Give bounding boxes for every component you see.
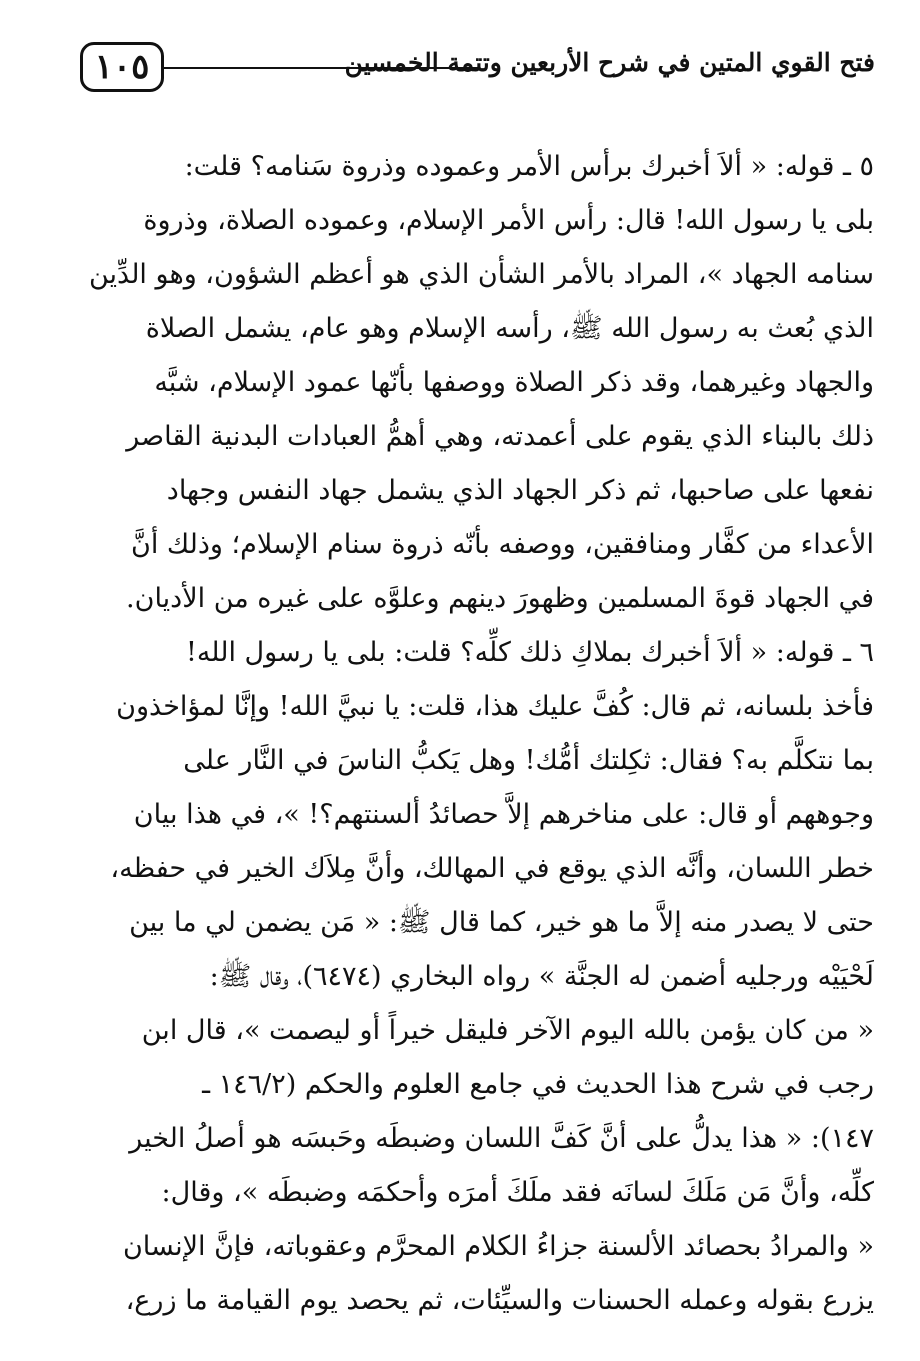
text-line: الأعداء من كفَّار ومنافقين، ووصفه بأنّه ذروة سنام الإسلام؛ وذلك أنَّ [131, 529, 874, 560]
text-line: في الجهاد قوةَ المسلمين وظهورَ دينهم وعلوَّه على غيره من الأديان. [126, 583, 874, 614]
paragraph-6 [72, 626, 874, 1328]
text-line: سنامه الجهاد »، المراد بالأمر الشأن الذي هو أعظم الشؤون، وهو الدِّين [88, 259, 874, 290]
text-line: رجب في شرح هذا الحديث في جامع العلوم والحكم (١٤٦/٢ ـ [202, 1069, 874, 1100]
text-line: وجوههم أو قال: على مناخرهم إلاَّ حصائدُ ألسنتهم؟! »، في هذا بيان [133, 799, 874, 830]
text-line: لَحْيَيْه ورجليه أضمن له الجنَّة » رواه البخاري (٦٤٧٤)، وقال ﷺ: [209, 961, 874, 992]
book-title: فتح القوي المتين في شرح الأربعين وتتمة الخمسين [344, 48, 875, 77]
page-header [80, 38, 875, 106]
text-line: الذي بُعث به رسول الله ﷺ، رأسه الإسلام وهو عام، يشمل الصلاة [145, 313, 874, 344]
text-line: حتى لا يصدر منه إلاَّ ما هو خير، كما قال ﷺ: « مَن يضمن لي ما بين [129, 907, 874, 938]
text-line: نفعها على صاحبها، ثم ذكر الجهاد الذي يشمل جهاد النفس وجهاد [166, 475, 874, 506]
text-line: بما نتكلَّم به؟ فقال: ثكِلتك أمُّك! وهل يَكبُّ الناسَ في النَّار على [183, 745, 874, 776]
text-line: ١٤٧): « هذا يدلُّ على أنَّ كَفَّ اللسان وضبطَه وحَبسَه هو أصلُ الخير [129, 1123, 874, 1154]
text-line: ذلك بالبناء الذي يقوم على أعمدته، وهي أهمُّ العبادات البدنية القاصر [126, 421, 874, 452]
text-line: ٥ ـ قوله: « ألاَ أخبرك برأس الأمر وعموده وذروة سَنامه؟ قلت: [184, 151, 874, 182]
text-line: « من كان يؤمن بالله اليوم الآخر فليقل خيراً أو ليصمت »، قال ابن [141, 1015, 874, 1046]
text-line: يزرع بقوله وعمله الحسنات والسيِّئات، ثم يحصد يوم القيامة ما زرع، [125, 1285, 874, 1316]
page-number: ١٠٥ [80, 42, 164, 92]
text-line: فأخذ بلسانه، ثم قال: كُفَّ عليك هذا، قلت: يا نبيَّ الله! وإنَّا لمؤاخذون [116, 691, 874, 722]
body-text [72, 140, 874, 1328]
paragraph-5 [72, 140, 874, 626]
text-line: كلِّه، وأنَّ مَن مَلَكَ لسانَه فقد ملَكَ أمرَه وأحكمَه وضبطَه »، وقال: [161, 1177, 874, 1208]
text-line: والجهاد وغيرهما، وقد ذكر الصلاة ووصفها بأنّها عمود الإسلام، شبَّه [154, 367, 874, 398]
text-line: ٦ ـ قوله: « ألاَ أخبرك بملاكِ ذلك كلِّه؟ قلت: بلى يا رسول الله! [185, 637, 874, 668]
text-line: « والمرادُ بحصائد الألسنة جزاءُ الكلام المحرَّم وعقوباته، فإنَّ الإنسان [122, 1231, 874, 1262]
text-line: بلى يا رسول الله! قال: رأس الأمر الإسلام، وعموده الصلاة، وذروة [143, 205, 874, 236]
text-line: خطر اللسان، وأنَّه الذي يوقع في المهالك، وأنَّ مِلاَك الخير في حفظه، [110, 853, 874, 884]
